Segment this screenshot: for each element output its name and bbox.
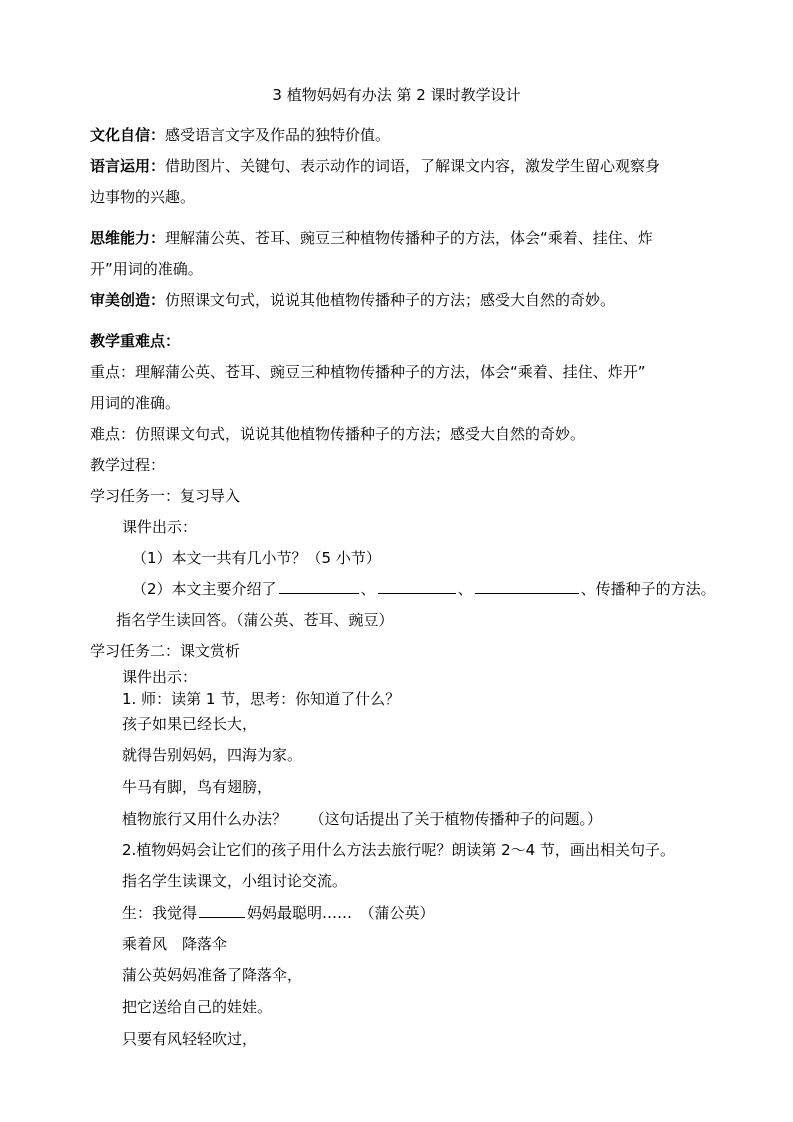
dandelion-line-1: 蒲公英妈妈准备了降落伞， [122,966,303,984]
fill-blank-4[interactable] [199,903,245,918]
student-answer-suffix: 妈妈最聪明…… （蒲公英） [247,904,435,922]
objective-language [90,155,660,177]
objective-thinking [90,227,653,249]
student-answer [122,902,435,924]
task1-title: 学习任务一：复习导入 [90,487,241,505]
task1-question-1: （1）本文一共有几小节？（5 小节） [132,549,381,567]
task1-question-2-suffix: 、传播种子的方法。 [580,580,716,598]
student-answer-prefix: 生：我觉得 [122,904,198,922]
objective-culture-label: 文化自信： [90,126,166,144]
objective-aesthetic [90,289,615,311]
keywords-line: 乘着风 降落伞 [122,935,228,953]
fill-blank-3[interactable] [475,579,579,594]
task1-question-2-sep2: 、 [457,580,473,598]
dandelion-line-3: 只要有风轻轻吹过， [122,1030,258,1048]
objective-language-label: 语言运用： [90,157,166,175]
objective-culture-text: 感受语言文字及作品的独特价值。 [165,126,391,144]
key-point-focus-cont: 用词的准确。 [90,394,181,412]
objective-culture [90,124,390,146]
objective-thinking-cont: 开”用词的准确。 [90,260,203,278]
task1-answer: 指名学生读回答。（蒲公英、苍耳、豌豆） [116,611,394,629]
fill-blank-2[interactable] [378,579,456,594]
objective-aesthetic-label: 审美创造： [90,291,166,309]
key-point-focus: 重点：理解蒲公英、苍耳、豌豆三种植物传播种子的方法，体会“乘着、挂住、炸开” [90,363,646,381]
task2-item-2: 2.植物妈妈会让它们的孩子用什么方法去旅行呢？朗读第 2～4 节，画出相关句子。 [122,841,675,859]
fill-blank-1[interactable] [279,579,359,594]
task1-question-2-prefix: （2）本文主要介绍了 [132,580,277,598]
objective-language-cont: 边事物的兴趣。 [90,188,196,206]
task2-discussion: 指名学生读课文，小组讨论交流。 [122,872,348,890]
poem-line-4: 植物旅行又用什么办法？ （这句话提出了关于植物传播种子的问题。） [122,810,603,828]
objective-language-text: 借助图片、关键句、表示动作的词语，了解课文内容，激发学生留心观察身 [165,157,661,175]
process-heading: 教学过程： [90,456,166,474]
task1-courseware: 课件出示： [122,518,198,536]
task1-question-2 [132,578,716,600]
task1-question-2-sep1: 、 [360,580,376,598]
objective-aesthetic-text: 仿照课文句式，说说其他植物传播种子的方法；感受大自然的奇妙。 [165,291,616,309]
task2-courseware: 课件出示： [122,668,198,686]
task2-title: 学习任务二：课文赏析 [90,642,241,660]
key-point-difficulty: 难点：仿照课文句式，说说其他植物传播种子的方法；感受大自然的奇妙。 [90,425,586,443]
task2-item-1: 1. 师：读第 1 节，思考：你知道了什么？ [122,690,401,708]
objective-thinking-text: 理解蒲公英、苍耳、豌豆三种植物传播种子的方法，体会“乘着、挂住、炸 [165,229,653,247]
objective-thinking-label: 思维能力： [90,229,166,247]
poem-line-3: 牛马有脚，鸟有翅膀， [122,778,273,796]
key-points-heading: 教学重难点： [90,332,181,350]
poem-line-1: 孩子如果已经长大， [122,715,258,733]
document-title: 3 植物妈妈有办法 第 2 课时教学设计 [272,86,521,104]
poem-line-2: 就得告别妈妈，四海为家。 [122,746,303,764]
dandelion-line-2: 把它送给自己的娃娃。 [122,998,273,1016]
